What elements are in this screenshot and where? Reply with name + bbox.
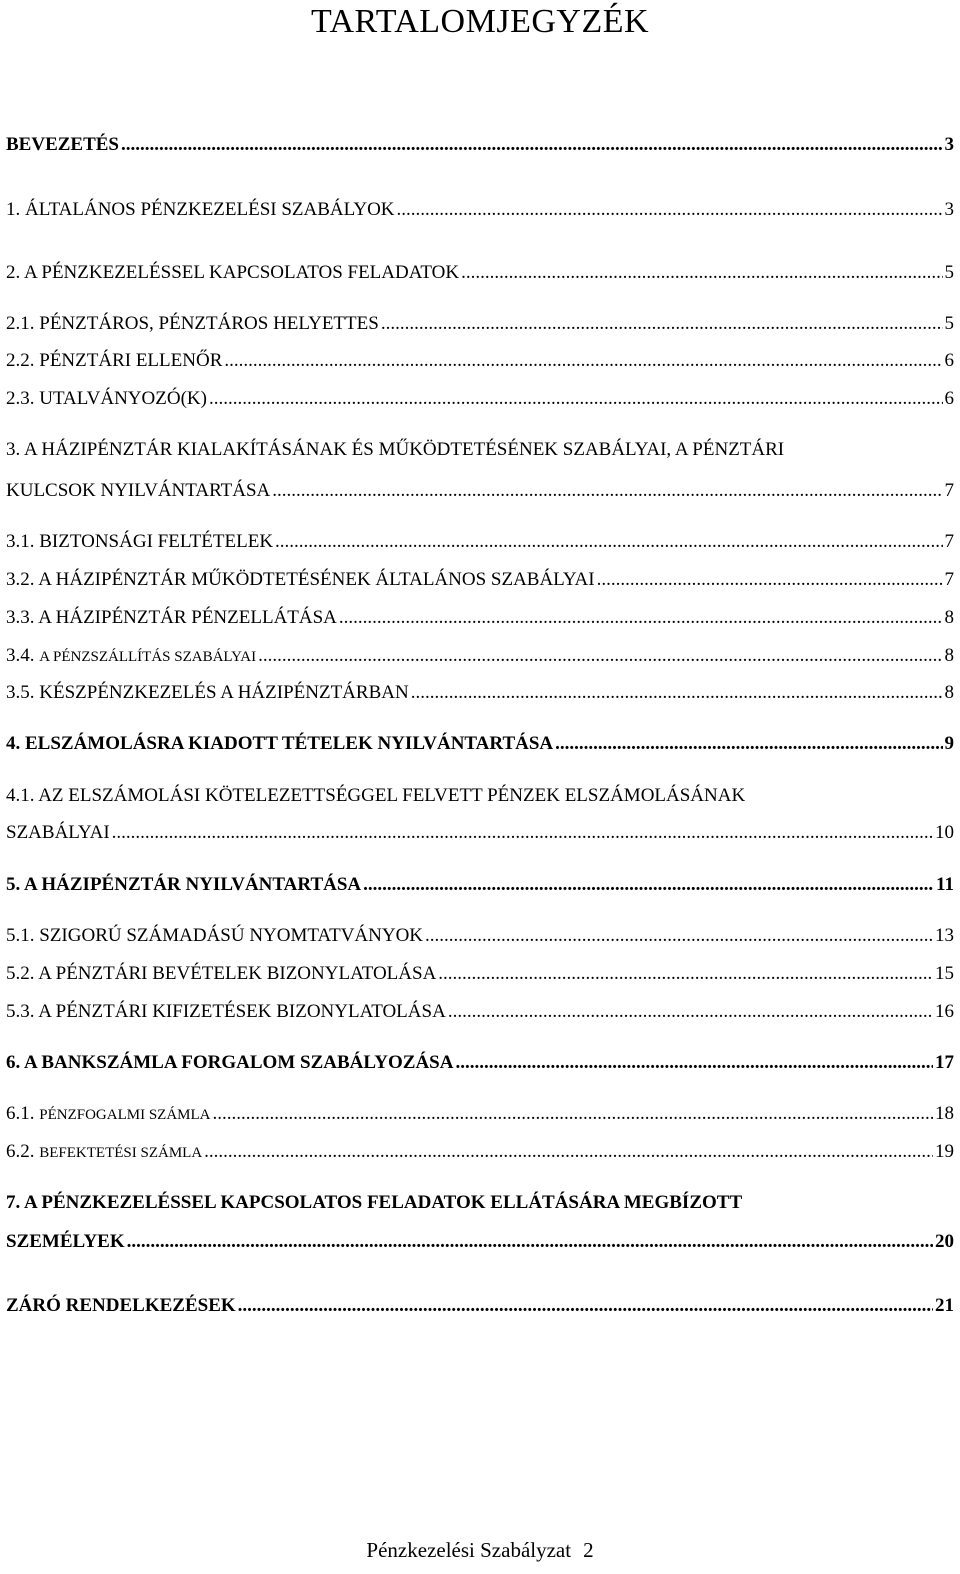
toc-entry-page: 6 bbox=[944, 388, 954, 409]
toc-entry-page: 18 bbox=[935, 1103, 954, 1124]
toc-entry-7[interactable] bbox=[6, 1229, 954, 1255]
toc-entry-label: 2.2. PÉNZTÁRI ELLENŐR bbox=[6, 350, 223, 371]
toc-entry-label: 6. A BANKSZÁMLA FORGALOM SZABÁLYOZÁSA bbox=[6, 1052, 454, 1073]
toc-entry-label: 3.5. KÉSZPÉNZKEZELÉS A HÁZIPÉNZTÁRBAN bbox=[6, 682, 409, 703]
toc-entry-label: SZEMÉLYEK bbox=[6, 1231, 125, 1252]
toc-leader-dots bbox=[448, 999, 933, 1025]
toc-entry-label: BEVEZETÉS bbox=[6, 134, 119, 155]
toc-leader-dots bbox=[438, 961, 933, 987]
toc-entry-zaro-rendelkezesek[interactable] bbox=[6, 1293, 954, 1319]
toc-entry-page: 8 bbox=[944, 607, 954, 628]
toc-leader-dots bbox=[363, 872, 934, 898]
toc-entry-2-1[interactable] bbox=[6, 311, 954, 337]
toc-entry-label: SZABÁLYAI bbox=[6, 822, 110, 843]
toc-entry-label: 3.2. A HÁZIPÉNZTÁR MŰKÖDTETÉSÉNEK ÁLTALÁNOS SZABÁLYAI bbox=[6, 569, 595, 590]
toc-leader-dots bbox=[397, 197, 943, 223]
toc-entry-page: 19 bbox=[935, 1141, 954, 1162]
toc-entry-3-3[interactable] bbox=[6, 605, 954, 631]
toc-entry-small-label: BEFEKTETÉSI SZÁMLA bbox=[39, 1145, 203, 1161]
toc-leader-dots bbox=[381, 311, 943, 337]
toc-entry-7-line1[interactable]: 7. A PÉNZKEZELÉSSEL KAPCSOLATOS FELADATOK ELLÁTÁSÁRA MEGBÍZOTT bbox=[6, 1192, 743, 1213]
toc-entry-page: 20 bbox=[935, 1231, 954, 1252]
toc-entry-page: 6 bbox=[944, 350, 954, 371]
toc-entry-6[interactable] bbox=[6, 1050, 954, 1076]
toc-entry-page: 7 bbox=[944, 480, 954, 501]
toc-entry-number: 6.1. bbox=[6, 1103, 35, 1124]
toc-entry-3-1[interactable] bbox=[6, 529, 954, 555]
toc-entry-page: 5 bbox=[944, 262, 954, 283]
toc-entry-6-1[interactable] bbox=[6, 1101, 954, 1127]
toc-entry-small-label: PÉNZFOGALMI SZÁMLA bbox=[39, 1107, 211, 1123]
toc-leader-dots bbox=[461, 260, 942, 286]
toc-entry-label: 5. A HÁZIPÉNZTÁR NYILVÁNTARTÁSA bbox=[6, 874, 362, 895]
page-title: TARTALOMJEGYZÉK bbox=[310, 3, 650, 40]
toc-entry-label: ZÁRÓ RENDELKEZÉSEK bbox=[6, 1295, 236, 1316]
toc-entry-5-1[interactable] bbox=[6, 923, 954, 949]
toc-entry-small-label: A PÉNZSZÁLLÍTÁS SZABÁLYAI bbox=[39, 649, 257, 665]
toc-entry-4-1-line1[interactable]: 4.1. AZ ELSZÁMOLÁSI KÖTELEZETTSÉGGEL FELVETT PÉNZEK ELSZÁMOLÁSÁNAK bbox=[6, 785, 746, 806]
page-footer bbox=[0, 1536, 960, 1564]
toc-leader-dots bbox=[597, 567, 943, 593]
toc-entry-page: 15 bbox=[935, 963, 954, 984]
toc-leader-dots bbox=[209, 386, 943, 412]
toc-entry-3-line1[interactable]: 3. A HÁZIPÉNZTÁR KIALAKÍTÁSÁNAK ÉS MŰKÖDTETÉSÉNEK SZABÁLYAI, A PÉNZTÁRI bbox=[6, 439, 785, 460]
toc-entry-5-3[interactable] bbox=[6, 999, 954, 1025]
toc-entry-label bbox=[6, 1139, 202, 1166]
toc-entry-label: 2.3. UTALVÁNYOZÓ(K) bbox=[6, 388, 207, 409]
toc-entry-page: 7 bbox=[944, 531, 954, 552]
toc-entry-2[interactable] bbox=[6, 260, 954, 286]
footer-page-number: 2 bbox=[583, 1538, 594, 1562]
toc-entry-page: 7 bbox=[944, 569, 954, 590]
toc-entry-label: 3.1. BIZTONSÁGI FELTÉTELEK bbox=[6, 531, 274, 552]
toc-leader-dots bbox=[213, 1101, 933, 1127]
toc-entry-bevezetes[interactable] bbox=[6, 132, 954, 158]
toc-entry-number: 3.4. bbox=[6, 645, 35, 666]
toc-leader-dots bbox=[425, 923, 933, 949]
toc-entry-page: 5 bbox=[944, 313, 954, 334]
toc-leader-dots bbox=[411, 680, 943, 706]
toc-leader-dots bbox=[112, 820, 933, 846]
toc-entry-page: 13 bbox=[935, 925, 954, 946]
toc-entry-page: 8 bbox=[944, 645, 954, 666]
toc-entry-2-2[interactable] bbox=[6, 348, 954, 374]
toc-entry-1[interactable] bbox=[6, 197, 954, 223]
toc-leader-dots bbox=[224, 348, 942, 374]
toc-leader-dots bbox=[275, 529, 942, 555]
toc-entry-3-5[interactable] bbox=[6, 680, 954, 706]
toc-entry-page: 10 bbox=[935, 822, 954, 843]
toc-entry-label: 5.1. SZIGORÚ SZÁMADÁSÚ NYOMTATVÁNYOK bbox=[6, 925, 424, 946]
toc-leader-dots bbox=[121, 132, 943, 158]
toc-entry-page: 3 bbox=[944, 199, 954, 220]
toc-entry-3[interactable] bbox=[6, 478, 954, 504]
toc-entry-label: 1. ÁLTALÁNOS PÉNZKEZELÉSI SZABÁLYOK bbox=[6, 199, 395, 220]
toc-leader-dots bbox=[555, 731, 942, 757]
toc-entry-page: 9 bbox=[944, 733, 954, 754]
toc-entry-label: 5.2. A PÉNZTÁRI BEVÉTELEK BIZONYLATOLÁSA bbox=[6, 963, 437, 984]
toc-entry-page: 3 bbox=[944, 134, 954, 155]
toc-entry-label bbox=[6, 1101, 211, 1128]
toc-entry-label: 3.3. A HÁZIPÉNZTÁR PÉNZELLÁTÁSA bbox=[6, 607, 337, 628]
toc-entry-page: 17 bbox=[935, 1052, 954, 1073]
toc-entry-number: 6.2. bbox=[6, 1141, 35, 1162]
toc-entry-label: 4. ELSZÁMOLÁSRA KIADOTT TÉTELEK NYILVÁNTARTÁSA bbox=[6, 733, 554, 754]
toc-entry-5[interactable] bbox=[6, 872, 954, 898]
toc-leader-dots bbox=[238, 1293, 933, 1319]
footer-text: Pénzkezelési Szabályzat bbox=[366, 1538, 572, 1562]
toc-entry-label: 5.3. A PÉNZTÁRI KIFIZETÉSEK BIZONYLATOLÁSA bbox=[6, 1001, 446, 1022]
toc-leader-dots bbox=[258, 643, 942, 669]
toc-entry-label: 2.1. PÉNZTÁROS, PÉNZTÁROS HELYETTES bbox=[6, 313, 379, 334]
toc-entry-4-1[interactable] bbox=[6, 820, 954, 846]
toc-leader-dots bbox=[127, 1229, 933, 1255]
toc-entry-3-2[interactable] bbox=[6, 567, 954, 593]
toc-entry-page: 21 bbox=[935, 1295, 954, 1316]
toc-leader-dots bbox=[339, 605, 943, 631]
toc-entry-5-2[interactable] bbox=[6, 961, 954, 987]
toc-entry-label: 2. A PÉNZKEZELÉSSEL KAPCSOLATOS FELADATOK bbox=[6, 262, 460, 283]
toc-leader-dots bbox=[272, 478, 942, 504]
toc-entry-page: 8 bbox=[944, 682, 954, 703]
toc-leader-dots bbox=[204, 1139, 933, 1165]
toc-entry-label bbox=[6, 643, 256, 670]
toc-entry-4[interactable] bbox=[6, 731, 954, 757]
toc-entry-page: 11 bbox=[936, 874, 954, 895]
toc-leader-dots bbox=[455, 1050, 933, 1076]
toc-entry-2-3[interactable] bbox=[6, 386, 954, 412]
toc-entry-page: 16 bbox=[935, 1001, 954, 1022]
toc-entry-6-2[interactable] bbox=[6, 1139, 954, 1165]
toc-entry-3-4[interactable] bbox=[6, 643, 954, 669]
toc-entry-label: KULCSOK NYILVÁNTARTÁSA bbox=[6, 480, 271, 501]
